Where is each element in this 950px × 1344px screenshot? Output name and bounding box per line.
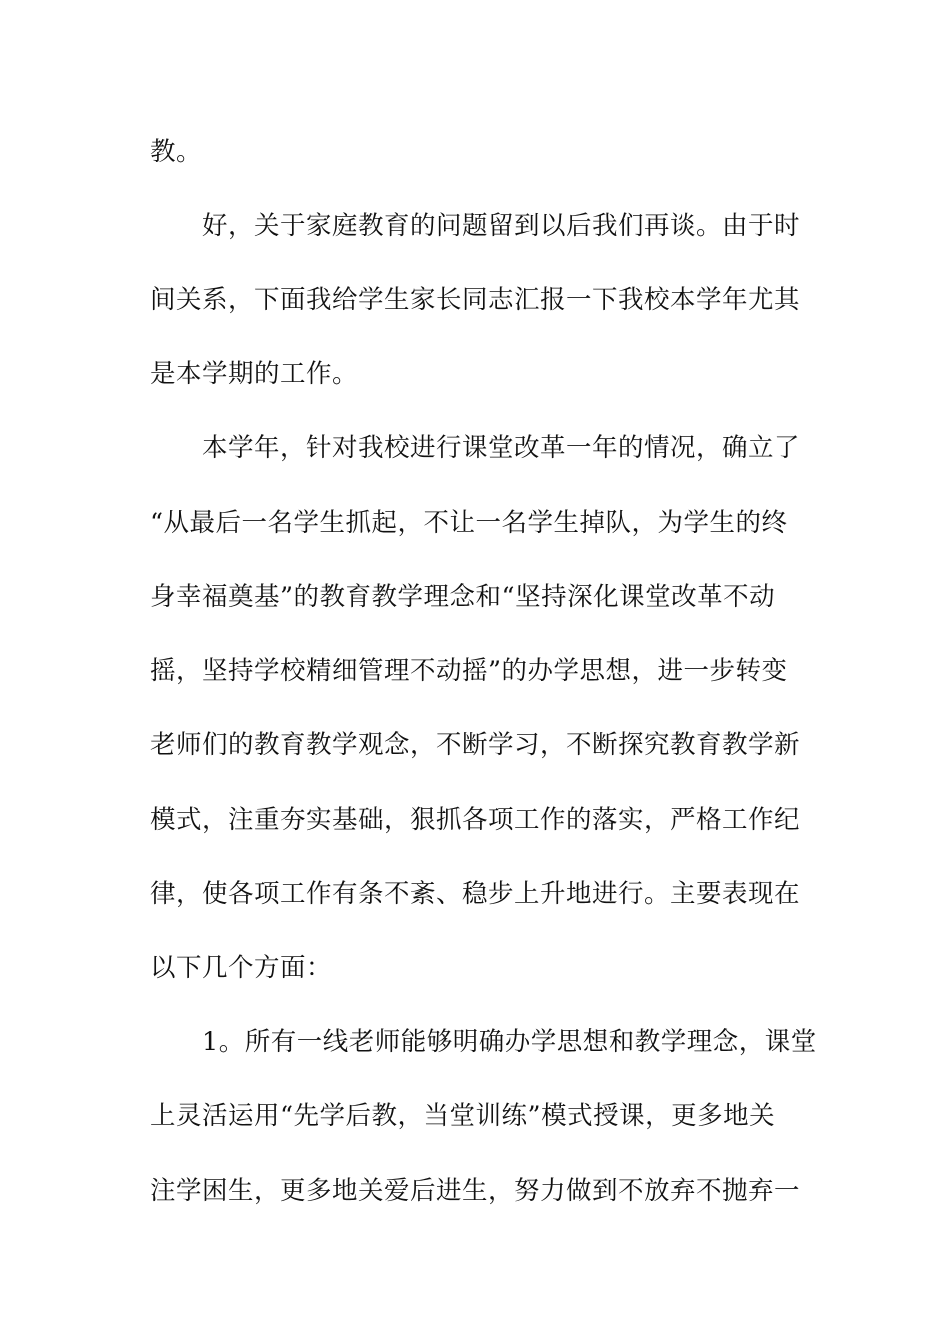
text-line-2: 好，关于家庭教育的问题留到以后我们再谈。由于时 [202, 211, 801, 241]
text-line-12: 以下几个方面： [150, 953, 333, 983]
text-line-5: 本学年，针对我校进行课堂改革一年的情况，确立了 [202, 433, 801, 463]
text-line-9: 老师们的教育教学观念，不断学习，不断探究教育教学新 [150, 730, 801, 760]
text-line-7: 身幸福奠基”的教育教学理念和“坚持深化课堂改革不动 [150, 582, 776, 612]
text-line-3: 间关系，下面我给学生家长同志汇报一下我校本学年尤其 [150, 285, 801, 315]
text-line-13: 1。所有一线老师能够明确办学思想和教学理念，课堂 [202, 1027, 817, 1057]
text-line-1: 教。 [150, 137, 203, 167]
text-line-8: 摇，坚持学校精细管理不动摇”的办学思想，进一步转变 [150, 656, 788, 686]
text-line-14: 上灵活运用“先学后教，当堂训练”模式授课，更多地关 [150, 1101, 776, 1131]
text-line-10: 模式，注重夯实基础，狠抓各项工作的落实，严格工作纪 [150, 805, 801, 835]
text-line-11: 律，使各项工作有条不紊、稳步上升地进行。主要表现在 [150, 879, 801, 909]
text-line-6: “从最后一名学生抓起，不让一名学生掉队，为学生的终 [150, 508, 788, 538]
text-line-4: 是本学期的工作。 [150, 359, 359, 389]
text-line-15: 注学困生，更多地关爱后进生，努力做到不放弃不抛弃一 [150, 1176, 801, 1206]
